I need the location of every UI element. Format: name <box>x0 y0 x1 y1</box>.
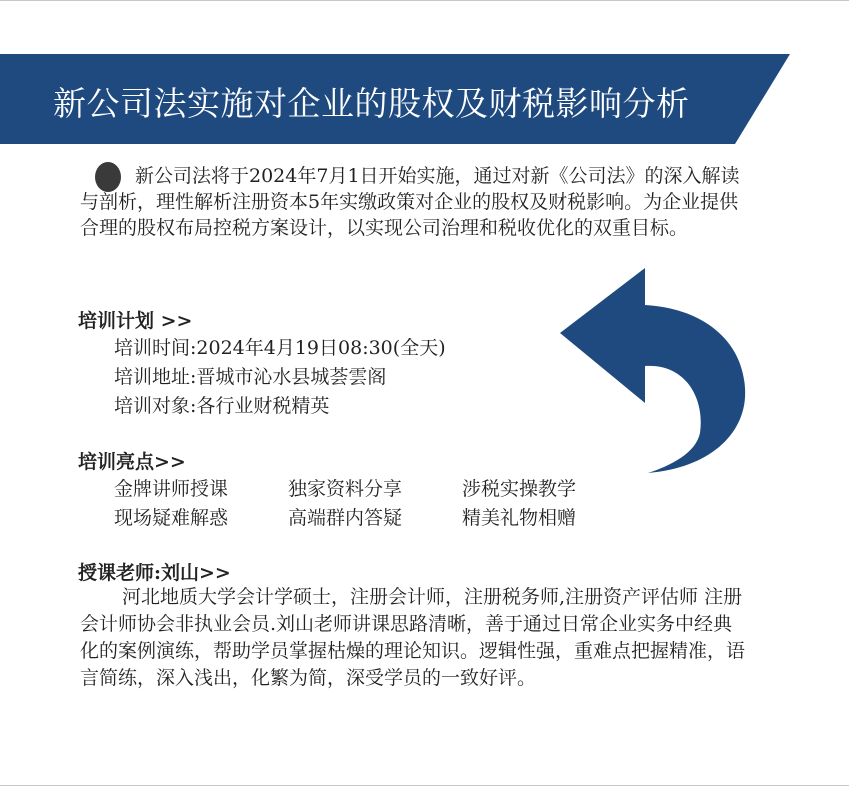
page-title: 新公司法实施对企业的股权及财税影响分析 <box>53 84 690 123</box>
highlight-item: 现场疑难解惑 <box>114 507 229 529</box>
top-border <box>0 0 849 1</box>
teacher-bio: 河北地质大学会计学硕士，注册会计师，注册税务师,注册资产评估师 注册会计师协会非执业会员.刘山老师讲课思路清晰，善于通过日常企业实务中经典化的案例演练，帮助学员掌握枯燥的理论知识。逻辑性强，重难点把握精准，语言简练，深入浅出，化繁为简，深受学员的一致好评。 <box>80 586 746 689</box>
training-audience: 培训对象:各行业财税精英 <box>114 395 330 417</box>
curved-back-arrow-icon <box>560 268 760 473</box>
bottom-border <box>0 785 849 786</box>
training-time: 培训时间:2024年4月19日08:30(全天) <box>114 337 446 359</box>
highlight-item: 精美礼物相赠 <box>462 507 577 529</box>
highlight-item: 高端群内答疑 <box>288 507 403 529</box>
highlight-item: 金牌讲师授课 <box>114 478 229 500</box>
highlights-heading: 培训亮点>> <box>78 451 186 473</box>
training-plan-heading: 培训计划 >> <box>78 310 193 332</box>
teacher-heading: 授课老师:刘山>> <box>78 562 231 584</box>
highlight-item: 独家资料分享 <box>288 478 403 500</box>
highlight-item: 涉税实操教学 <box>462 478 577 500</box>
training-address: 培训地址:晋城市沁水县城荟雲阁 <box>114 366 387 388</box>
intro-paragraph: 新公司法将于2024年7月1日开始实施，通过对新《公司法》的深入解读与剖析，理性解析注册资本5年实缴政策对企业的股权及财税影响。为企业提供合理的股权布局控税方案设计，以实现公司治理和税收优化的双重目标。 <box>80 165 740 239</box>
